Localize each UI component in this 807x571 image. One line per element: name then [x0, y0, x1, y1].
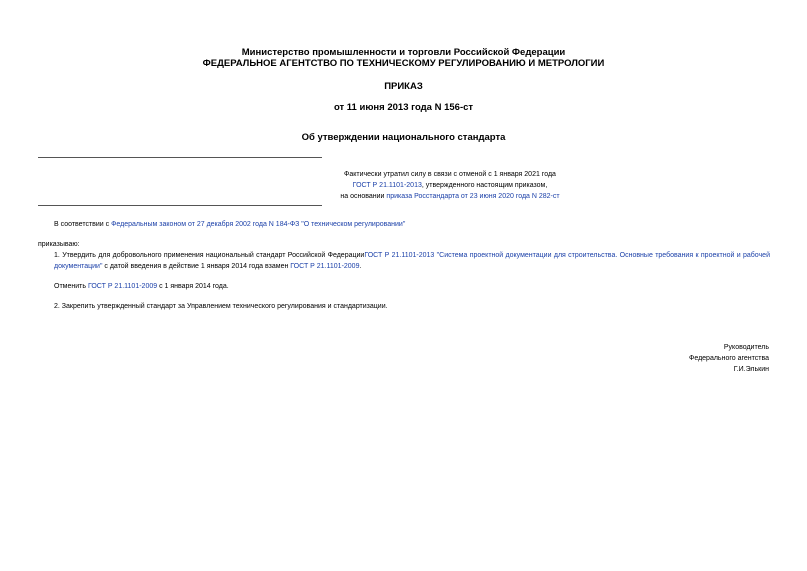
cancel-prefix: Отменить: [54, 283, 88, 290]
subject-title: Об утверждении национального стандарта: [301, 132, 506, 143]
note-line-1: Фактически утратил силу в связи с отменой с 1 января 2021 года: [344, 171, 556, 178]
preamble-prefix: В соответствии с: [54, 221, 112, 228]
ministry-title: Министерство промышленности и торговли Российской Федерации: [241, 47, 566, 58]
order-word: приказываю:: [38, 241, 80, 248]
signature-title-2: Федерального агентства: [689, 355, 769, 362]
gost-2009-link[interactable]: ГОСТ Р 21.1101-2009: [290, 263, 360, 270]
gost-2013-link-note[interactable]: ГОСТ Р 21.1101-2013: [352, 182, 422, 189]
signature-name: Г.И.Элькин: [733, 366, 769, 373]
item-1-prefix: 1. Утвердить для добровольного применения национальный стандарт Российской Федерации: [54, 252, 365, 259]
note-line-2: [250, 180, 650, 191]
agency-title: ФЕДЕРАЛЬНОЕ АГЕНТСТВО ПО ТЕХНИЧЕСКОМУ РЕГУЛИРОВАНИЮ И МЕТРОЛОГИИ: [202, 58, 605, 69]
note-line-3-prefix: на основании: [340, 193, 387, 200]
note-line-3: [250, 191, 650, 202]
item-1: [38, 250, 770, 272]
federal-law-link[interactable]: Федеральным законом от 27 декабря 2002 года N 184-ФЗ "О техническом регулировании": [111, 221, 406, 228]
signature-block: [689, 342, 769, 375]
rosstandart-order-link[interactable]: приказа Росстандарта от 23 июня 2020 года N 282-ст: [386, 193, 560, 200]
validity-note: [250, 169, 650, 202]
gost-2009-cancel-link[interactable]: ГОСТ Р 21.1101-2009: [87, 283, 158, 290]
item-2: 2. Закрепить утвержденный стандарт за Управлением технического регулирования и стандартизации.: [54, 303, 388, 310]
item-1-suffix: .: [359, 263, 362, 270]
note-line-2-text: , утвержденного настоящим приказом,: [421, 182, 548, 189]
cancel-suffix: с 1 января 2014 года.: [157, 283, 229, 290]
item-1-middle: с датой введения в действие 1 января 2014 года взамен: [102, 263, 291, 270]
date-number: от 11 июня 2013 года N 156-ст: [333, 102, 474, 113]
gost-2013-link[interactable]: ГОСТ Р 21.1101-2013 "Система проектной документации для строительства. Основные требования к проектной и рабочей документации": [54, 252, 770, 270]
bottom-divider: [38, 205, 322, 206]
top-divider: [38, 157, 322, 158]
signature-title-1: Руководитель: [723, 344, 769, 351]
doc-type-title: ПРИКАЗ: [384, 81, 423, 92]
cancel-paragraph: [38, 281, 786, 292]
preamble: [38, 219, 786, 230]
